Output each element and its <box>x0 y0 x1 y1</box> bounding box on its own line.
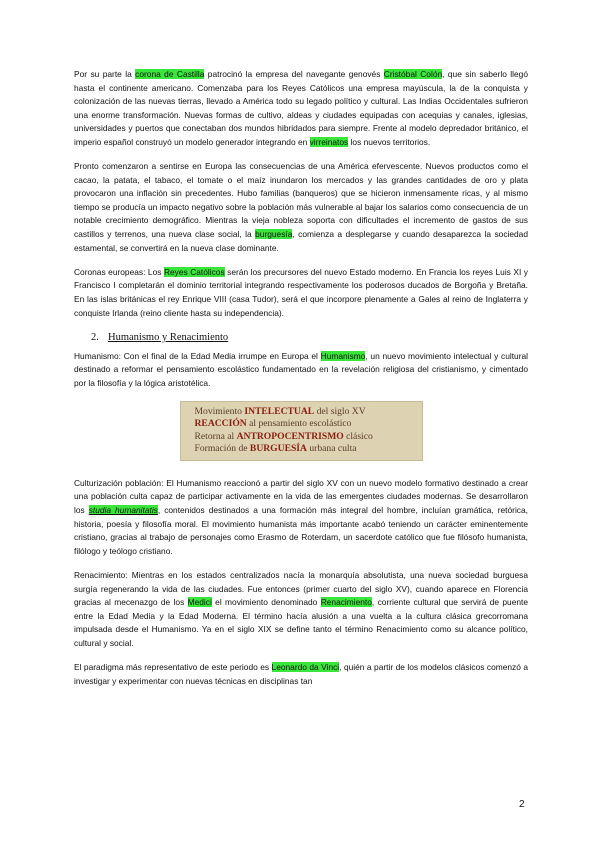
paragraph-castilla: Por su parte la corona de Castilla patrocinó la empresa del navegante genovés Cristóbal Colón, que sin saberlo llegó hasta el continente americano. Comenzaba para los Reyes Católicos una empresa mayúscula, la de la conquista y colonización de las nuevas tierras, llevado a América todo su legado político y cultural. Las Indias Occidentales sufrieron una enorme transformación. Nuevas formas de cultivo, aldeas y ciudades equipadas con acequias y canales, iglesias, universidades y puertos que conectaban dos mundos hibridados para siempre. Frente al modelo depredador británico, el imperio español construyó un modelo generador integrando en virreinatos los nuevos territorios. <box>74 69 528 147</box>
paragraph-culturizacion: Culturización población: El Humanismo reaccionó a partir del siglo XV con un nuevo modelo formativo destinado a crear una población culta capaz de participar activamente en la vida de las emergentes ciudades modernas. Se desarrollaron los studia humanitatis, contenidos destinados a una formación más integral del hombre, incluían gramática, retórica, historia, poesía y filosofía moral. El movimiento humanista más importante acabó teniendo un carácter eminentemente cristiano, gracias al trabajo de personajes como Erasmo de Roterdam, un sacerdote católico que fue filósofo humanista, filólogo y teólogo cristiano. <box>74 477 528 556</box>
paragraph-humanismo: Humanismo: Con el final de la Edad Media irrumpe en Europa el Humanismo, un nuevo movimiento intelectual y cultural destinado a reformar el pensamiento escolástico fundamentado en la revelación religiosa del cristianismo, y cimentado por la filosofía y la lógica aristotélica. <box>74 350 529 388</box>
highlight-cristobal-colon: Cristóbal Colón <box>383 69 443 79</box>
highlight-humanismo: Humanismo <box>320 350 366 361</box>
humanismo-summary-figure <box>180 401 423 461</box>
highlight-virreinatos: virreinatos <box>309 136 349 147</box>
figure-line-3: Retorna al ANTROPOCENTRISMO clásico <box>194 430 373 442</box>
highlight-medici: Medici <box>187 597 212 608</box>
highlight-renacimiento: Renacimiento <box>320 597 372 608</box>
figure-line-4: Formación de BURGUESÍA urbana culta <box>194 443 357 455</box>
section-heading <box>74 331 528 345</box>
paragraph-paradigma: El paradigma más representativo de este periodo es Leonardo da Vinci, quién a partir de los modelos clásicos comenzó a investigar y experimentar con nuevas técnicas en disciplinas tan <box>74 662 528 686</box>
document-page <box>74 68 528 699</box>
paragraph-europa: Pronto comenzaron a sentirse en Europa las consecuencias de una América efervescente. Nuevos productos como el cacao, la patata, el tabaco, el tomate o el maíz inundaron los mercados y las grandes cantidades de oro y plata provocaron una inflación sin precedentes. Hubo familias (banqueros) que se hicieron inmensamente ricas, y al mismo tiempo se producía un impacto negativo sobre la población más vulnerable al bajar los salarios como consecuencia de un notable crecimiento demográfico. Mientras la vieja nobleza soporta con dificultades el incremento de gastos de sus castillos y terrenos, una nueva clase social, la burguesía, comienza a desplegarse y cuando desaparezca la sociedad estamental, se convertirá en la nueva clase dominante. <box>74 161 528 253</box>
paragraph-coronas: Coronas europeas: Los Reyes Católicos serán los precursores del nuevo Estado moderno. En Francia los reyes Luis XI y Francisco I completarán el dominio territorial integrando respectivamente los poderosos ducados de Borgoña y Bretaña. En las islas británicas el rey Enrique VIII (casa Tudor), será el que incorpore plenamente a Gales al reino de Inglaterra y conquiste Irlanda (reino cliente hasta su independencia). <box>74 266 528 318</box>
highlight-burguesia: burguesía <box>255 229 293 240</box>
figure-line-1: Movimiento INTELECTUAL del siglo XV <box>194 405 366 417</box>
section-title: Humanismo y Renacimiento <box>108 331 229 343</box>
highlight-studia-humanitatis: studia humanitatis <box>88 505 158 516</box>
highlight-corona-castilla: corona de Castilla <box>135 69 205 79</box>
figure-line-2: REACCIÓN al pensamiento escolástico <box>194 418 352 430</box>
highlight-reyes-catolicos: Reyes Católicos <box>163 266 225 277</box>
figure-container <box>74 401 528 461</box>
page-number: 2 <box>519 799 525 810</box>
section-number: 2. <box>91 331 99 343</box>
highlight-leonardo: Leonardo da Vinci <box>271 662 340 672</box>
paragraph-renacimiento: Renacimiento: Mientras en los estados centralizados nacía la monarquía absolutista, una nueva sociedad burguesa surgía regenerando la vida de las ciudades. Fue entonces (primer cuarto del siglo XV), cuando aparece en Florencia gracias al mecenazgo de los Medici el movimiento denominado Renacimiento, corriente cultural que servirá de puente entre la Edad Media y la Edad Moderna. El término hacía alusión a una vuelta a la cultura clásica grecorromana impulsada desde el Humanismo. Ya en el siglo XIX se define tanto el término Renacimiento como su alcance político, cultural y social. <box>74 569 529 648</box>
